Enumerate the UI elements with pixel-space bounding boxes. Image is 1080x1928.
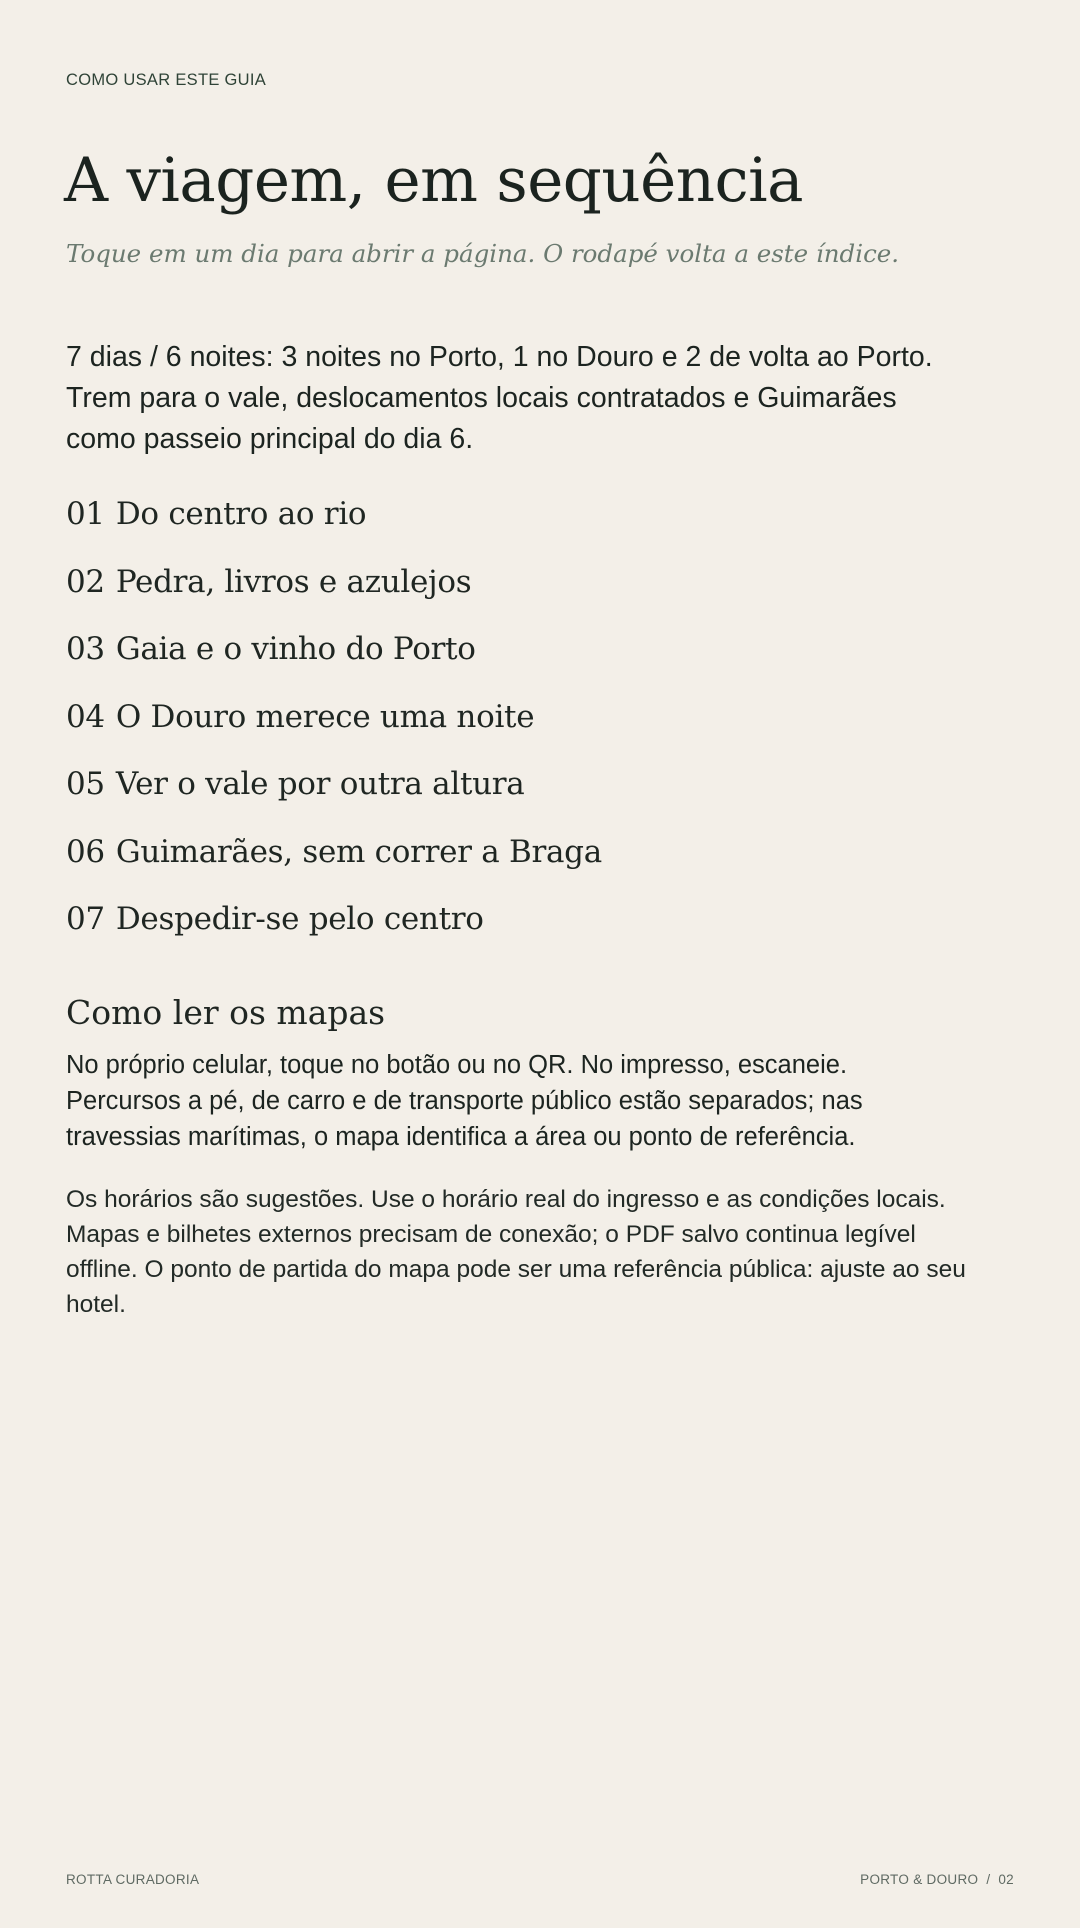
- day-title: Ver o vale por outra altura: [115, 766, 525, 802]
- day-number: 07: [66, 901, 105, 937]
- maps-section-heading: Como ler os mapas: [66, 993, 386, 1032]
- footer-page-number: 02: [998, 1872, 1014, 1887]
- maps-instructions-line: No próprio celular, toque no botão ou no QR. No impresso, escaneie.: [66, 1051, 848, 1079]
- section-eyebrow: COMO USAR ESTE GUIA: [66, 71, 267, 89]
- footer-guide-name: PORTO & DOURO: [860, 1872, 979, 1887]
- day-number: 03: [66, 631, 105, 667]
- day-number: 02: [66, 563, 105, 600]
- maps-notes-line: Mapas e bilhetes externos precisam de conexão; o PDF salvo continua legível: [66, 1221, 916, 1248]
- day-link-05[interactable]: [66, 757, 602, 825]
- maps-instructions-line: travessias marítimas, o mapa identifica a área ou ponto de referência.: [66, 1123, 856, 1151]
- day-number: 06: [66, 833, 105, 870]
- trip-summary-line: 7 dias / 6 noites: 3 noites no Porto, 1 no Douro e 2 de volta ao Porto.: [66, 341, 933, 373]
- day-link-07[interactable]: [66, 892, 602, 960]
- page-title: A viagem, em sequência: [64, 145, 804, 216]
- maps-notes: [66, 1182, 966, 1322]
- maps-notes-line: offline. O ponto de partida do mapa pode ser uma referência pública: ajuste ao seu: [66, 1256, 966, 1283]
- day-title: Despedir-se pelo centro: [115, 901, 484, 937]
- day-title: Pedra, livros e azulejos: [115, 563, 472, 600]
- footer-brand: ROTTA CURADORIA: [66, 1872, 200, 1887]
- day-index-list: [66, 487, 602, 960]
- day-title: Gaia e o vinho do Porto: [115, 631, 476, 667]
- maps-instructions-line: Percursos a pé, de carro e de transporte público estão separados; nas: [66, 1087, 863, 1115]
- trip-summary-line: Trem para o vale, deslocamentos locais contratados e Guimarães: [66, 382, 897, 414]
- day-link-06[interactable]: [66, 825, 602, 893]
- page-subtitle: Toque em um dia para abrir a página. O rodapé volta a este índice.: [66, 239, 900, 268]
- trip-summary-line: como passeio principal do dia 6.: [66, 423, 474, 455]
- day-number: 01: [66, 496, 105, 532]
- day-link-01[interactable]: [66, 487, 602, 555]
- day-title: Guimarães, sem correr a Braga: [115, 833, 602, 870]
- footer-separator: /: [986, 1872, 991, 1887]
- maps-notes-line: Os horários são sugestões. Use o horário real do ingresso e as condições locais.: [66, 1186, 946, 1213]
- day-title: O Douro merece uma noite: [115, 698, 535, 735]
- trip-summary: [66, 337, 1026, 460]
- day-link-02[interactable]: [66, 555, 602, 623]
- day-number: 04: [66, 698, 105, 735]
- maps-instructions: [66, 1047, 863, 1155]
- day-link-04[interactable]: [66, 690, 602, 758]
- footer-page-link[interactable]: [860, 1872, 1014, 1887]
- day-title: Do centro ao rio: [115, 496, 367, 532]
- day-link-03[interactable]: [66, 622, 602, 690]
- day-number: 05: [66, 766, 105, 802]
- maps-notes-line: hotel.: [66, 1291, 126, 1318]
